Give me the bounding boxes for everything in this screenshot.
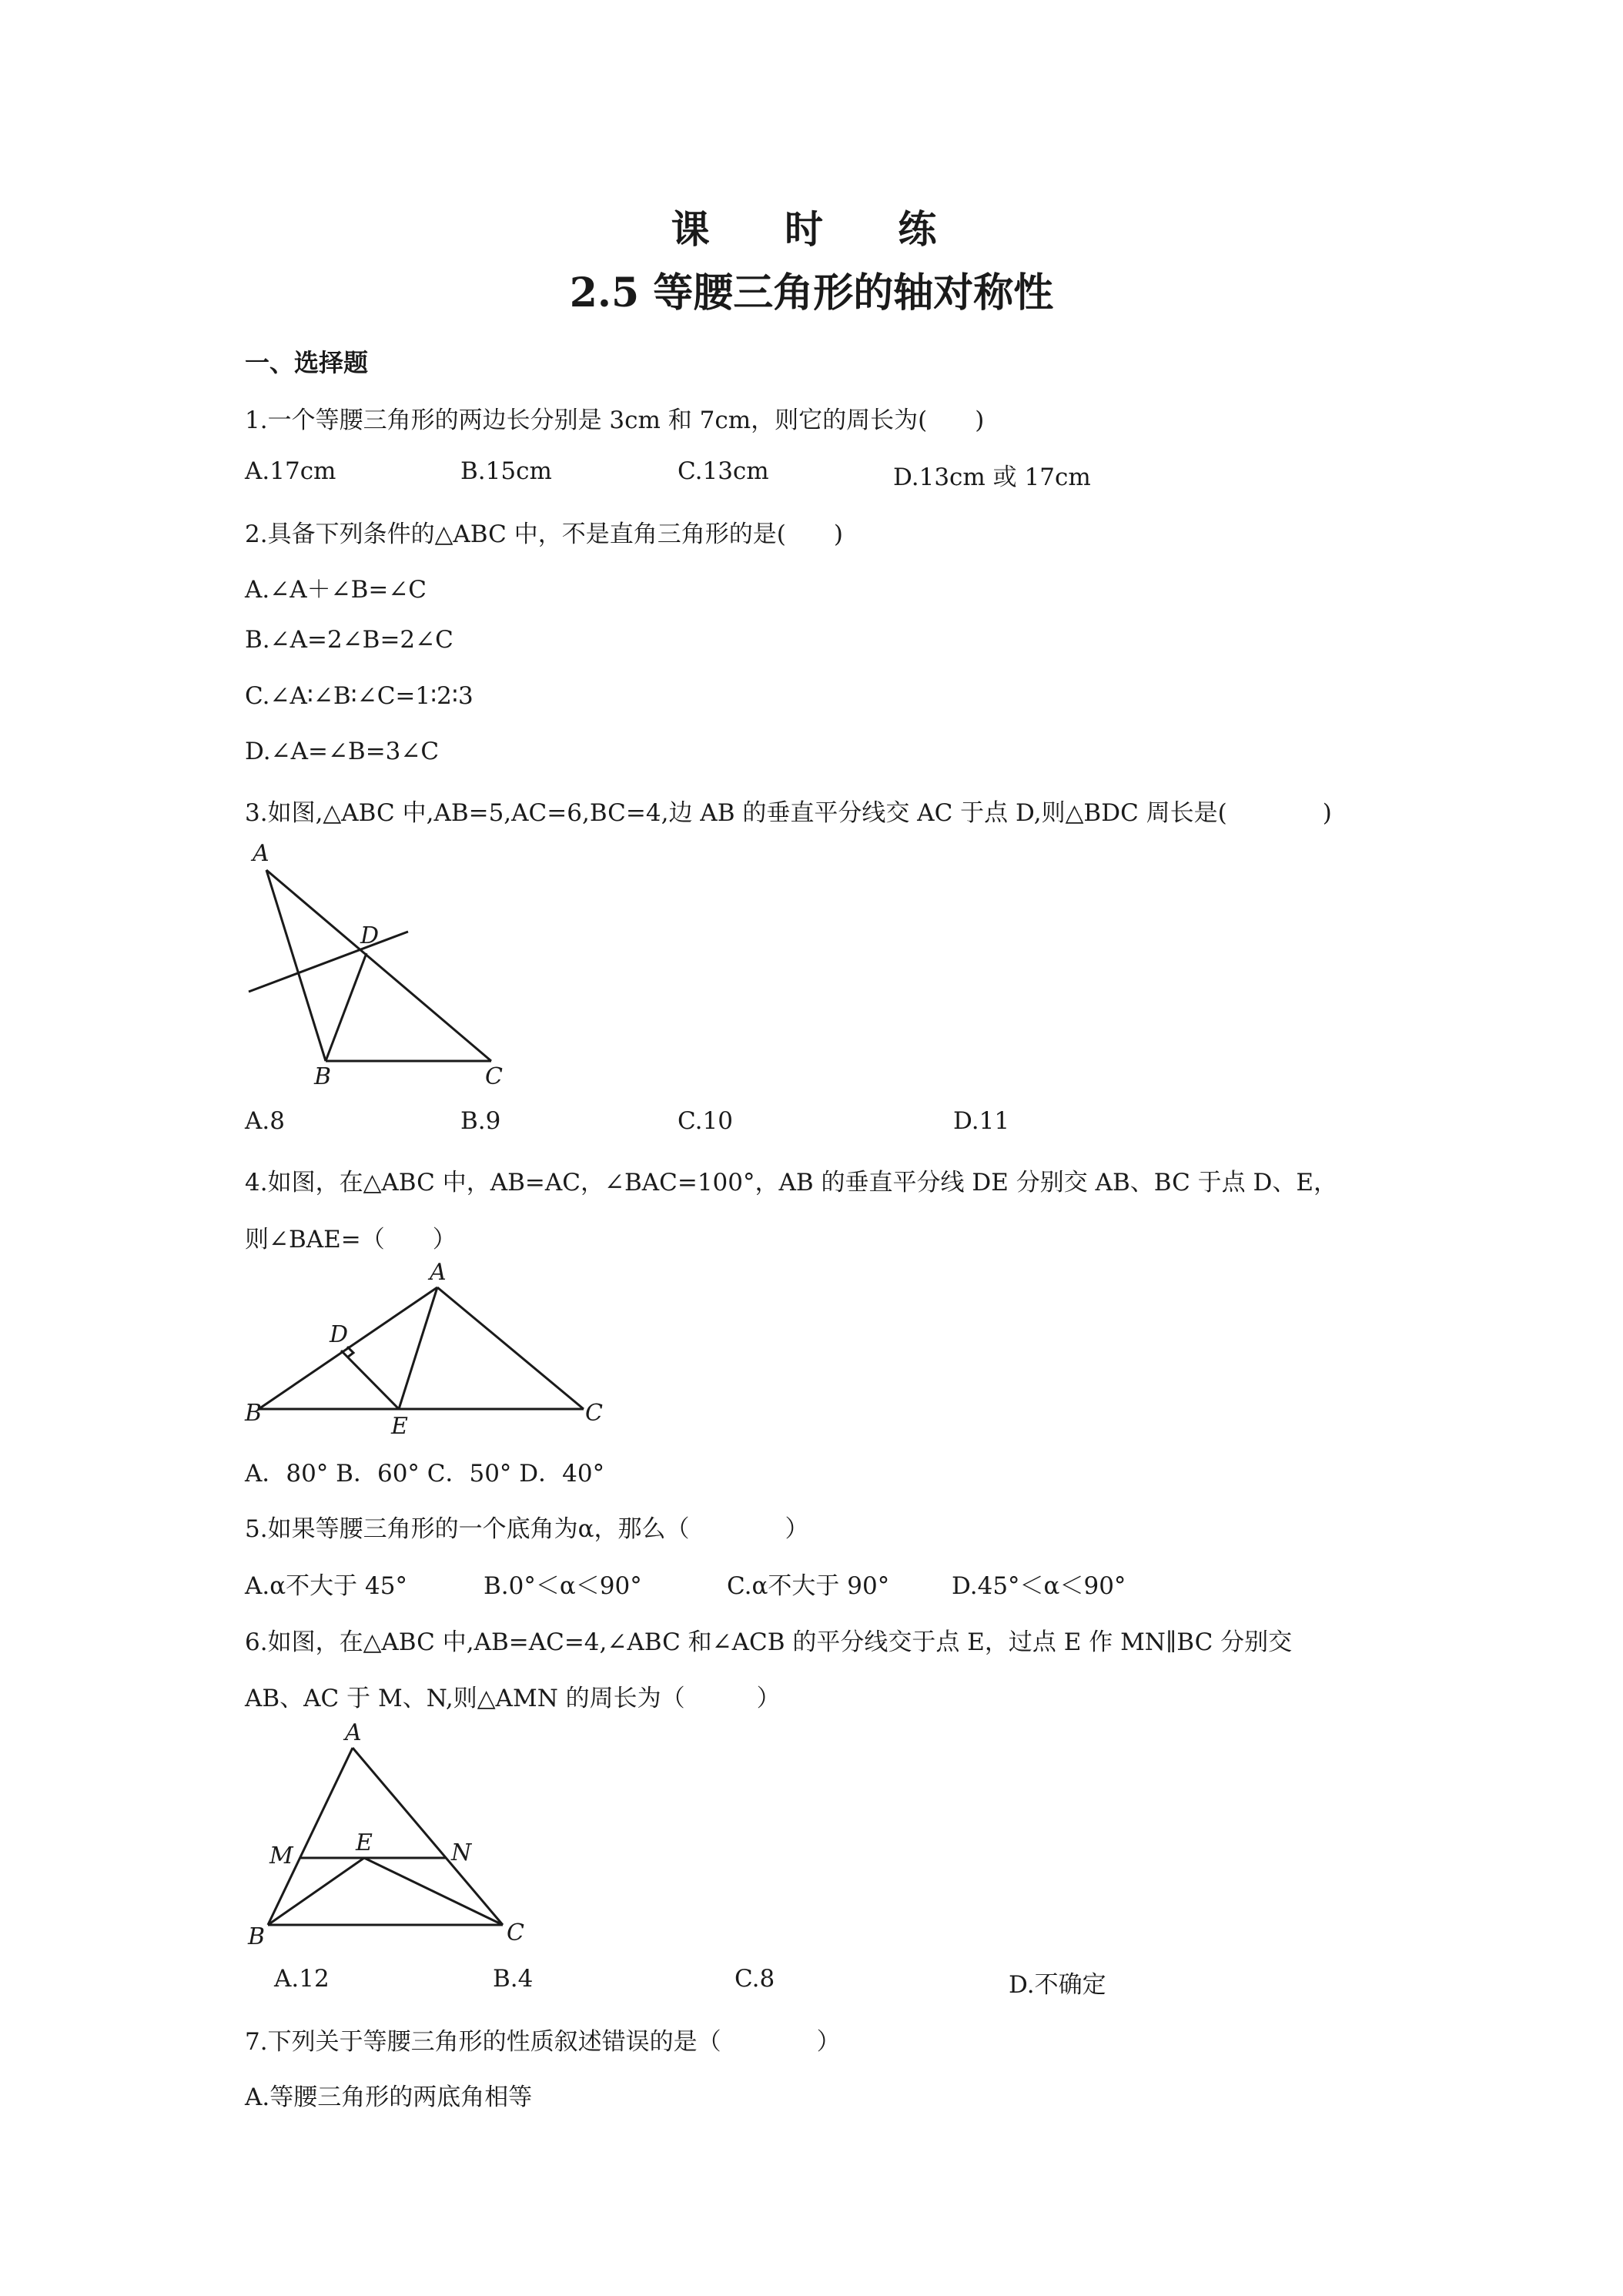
perpendicular-bisector-line <box>249 932 408 992</box>
question-3-option-a: A.8 <box>245 1107 285 1135</box>
label-d: D <box>360 922 380 949</box>
segment-de <box>341 1350 399 1409</box>
question-2-option-d: D.∠A=∠B=3∠C <box>245 738 440 765</box>
question-3-option-b: B.9 <box>460 1107 501 1135</box>
question-5-option-c: C.α不大于 90° <box>727 1572 890 1600</box>
question-1-stem: 1.一个等腰三角形的两边长分别是 3cm 和 7cm，则它的周长为( ) <box>245 407 985 434</box>
question-2-option-a: A.∠A＋∠B=∠C <box>245 576 427 604</box>
label-a: A <box>430 1259 447 1286</box>
question-6-option-b: B.4 <box>493 1965 534 1993</box>
segment-ac <box>266 870 491 1061</box>
label-n: N <box>451 1839 472 1866</box>
question-2-option-c: C.∠A∶∠B∶∠C=1∶2∶3 <box>245 682 474 710</box>
label-e: E <box>391 1413 408 1440</box>
question-6-stem-line-1: 6.如图，在△ABC 中,AB=AC=4,∠ABC 和∠ACB 的平分线交于点 E，过点 E 作 MN∥BC 分别交 <box>245 1628 1293 1656</box>
question-3-figure <box>245 839 522 1093</box>
question-3-option-c: C.10 <box>678 1107 733 1135</box>
segment-ae <box>399 1287 437 1409</box>
question-7-option-a: A.等腰三角形的两底角相等 <box>245 2083 533 2111</box>
question-3-stem: 3.如图,△ABC 中,AB=5,AC=6,BC=4,边 AB 的垂直平分线交 AC 于点 D,则△BDC 周长是( ) <box>245 799 1332 827</box>
page-title: 课 时 练 <box>671 206 968 252</box>
question-1-option-d: D.13cm 或 17cm <box>893 464 1091 491</box>
question-5-option-a: A.α不大于 45° <box>245 1572 407 1600</box>
label-b: B <box>245 1400 263 1427</box>
section-heading: 一、选择题 <box>245 348 369 377</box>
question-4-stem-line-1: 4.如图，在△ABC 中，AB=AC，∠BAC=100°，AB 的垂直平分线 DE 分别交 AB、BC 于点 D、E， <box>245 1169 1337 1197</box>
question-6-option-d: D.不确定 <box>1009 1971 1106 1999</box>
segment-ab <box>268 1748 353 1925</box>
question-4-options: A．80° B．60° C．50° D．40° <box>245 1460 605 1488</box>
segment-bd <box>326 953 366 1061</box>
question-6-option-a: A.12 <box>274 1965 330 1993</box>
label-c: C <box>585 1400 603 1427</box>
segment-ac <box>353 1748 503 1925</box>
label-c: C <box>507 1919 524 1946</box>
question-1-option-c: C.13cm <box>678 457 769 485</box>
segment-ac <box>437 1287 584 1409</box>
question-6-option-c: C.8 <box>735 1965 775 1993</box>
label-b: B <box>248 1923 266 1950</box>
label-e: E <box>356 1829 373 1856</box>
question-6-stem-line-2: AB、AC 于 M、N,则△AMN 的周长为（ ） <box>245 1685 781 1712</box>
question-3-option-d: D.11 <box>953 1107 1010 1135</box>
label-b: B <box>314 1063 332 1090</box>
question-5-option-d: D.45°＜α＜90° <box>952 1572 1126 1600</box>
question-7-stem: 7.下列关于等腰三角形的性质叙述错误的是（ ） <box>245 2028 841 2056</box>
label-d: D <box>330 1321 349 1348</box>
question-2-option-b: B.∠A=2∠B=2∠C <box>245 626 453 654</box>
segment-ce <box>364 1858 503 1925</box>
question-4-stem-line-2: 则∠BAE=（ ） <box>245 1226 457 1253</box>
question-5-option-b: B.0°＜α＜90° <box>484 1572 642 1600</box>
right-angle-mark <box>347 1347 353 1357</box>
label-a: A <box>253 840 269 867</box>
question-1-option-b: B.15cm <box>460 457 552 485</box>
page-subtitle: 2.5 等腰三角形的轴对称性 <box>569 269 1054 316</box>
question-2-stem: 2.具备下列条件的△ABC 中，不是直角三角形的是( ) <box>245 520 843 548</box>
question-5-stem: 5.如果等腰三角形的一个底角为α，那么（ ） <box>245 1515 809 1543</box>
question-6-figure <box>245 1719 553 1956</box>
question-4-figure <box>245 1259 614 1448</box>
label-c: C <box>485 1063 503 1090</box>
label-m: M <box>269 1842 293 1869</box>
question-1-option-a: A.17cm <box>245 457 336 485</box>
label-a: A <box>345 1719 362 1746</box>
